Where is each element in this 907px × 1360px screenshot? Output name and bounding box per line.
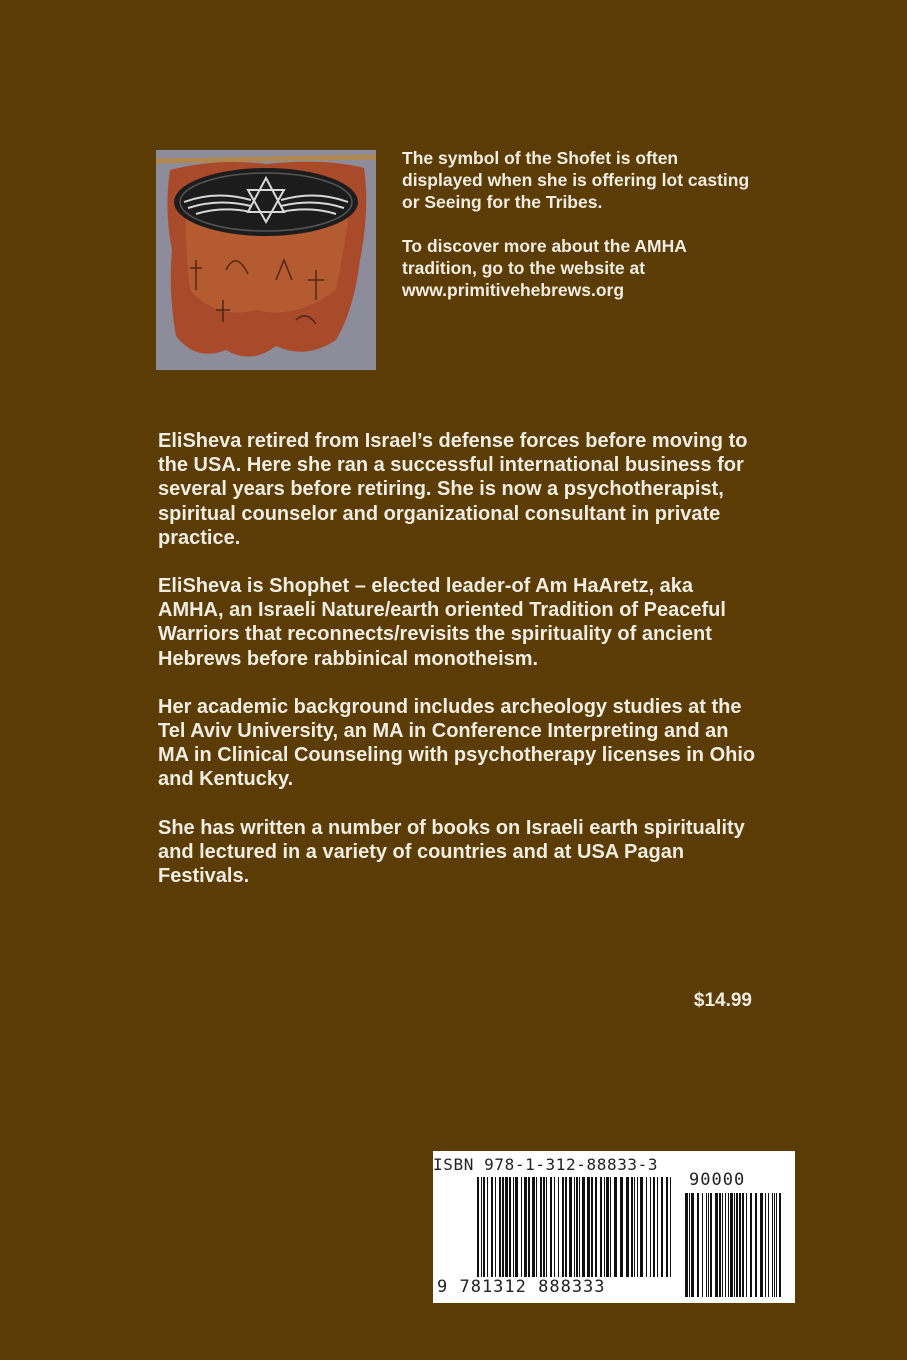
bio-paragraph-shophet: EliSheva is Shophet – elected leader-of Am HaAretz, aka AMHA, an Israeli Nature/earth oriented Tradition of Peaceful Warriors that reconnects/revisits the spirituality of ancient Hebrews before rabbinical monotheism. <box>158 575 726 670</box>
barcode-ean-digits: 9 781312 888333 <box>437 1277 606 1297</box>
bio-paragraph-career: EliSheva retired from Israel’s defense forces before moving to the USA. Here she ran a successful international business for several years before retiring. She is now a psychotherapist, spiritual counselor and organizational consultant in private practice. <box>158 430 748 549</box>
isbn-number: ISBN 978-1-312-88833-3 <box>433 1155 659 1174</box>
caption-paragraph-website: To discover more about the AMHA tradition, go to the website at www.primitivehebrews.org <box>402 236 687 300</box>
shofet-banner-image <box>156 150 376 370</box>
barcode-addon-digits: 90000 <box>689 1170 746 1190</box>
bio-paragraph-books: She has written a number of books on Israeli earth spirituality and lectured in a variety of countries and at USA Pagan Festivals. <box>158 816 745 888</box>
price-label: $14.99 <box>693 990 752 1011</box>
bio-paragraph-academic: Her academic background includes archeology studies at the Tel Aviv University, an MA in Conference Interpreting and an MA in Clinical Counseling with psychotherapy licenses in Ohio and Kentucky. <box>158 695 756 791</box>
isbn-barcode <box>433 1151 795 1303</box>
author-bio <box>158 429 758 912</box>
shofet-symbol-photo <box>156 150 376 370</box>
caption-paragraph-symbol: The symbol of the Shofet is often displayed when she is offering lot casting or Seeing for the Tribes. <box>402 148 750 212</box>
caption-block <box>402 147 762 323</box>
